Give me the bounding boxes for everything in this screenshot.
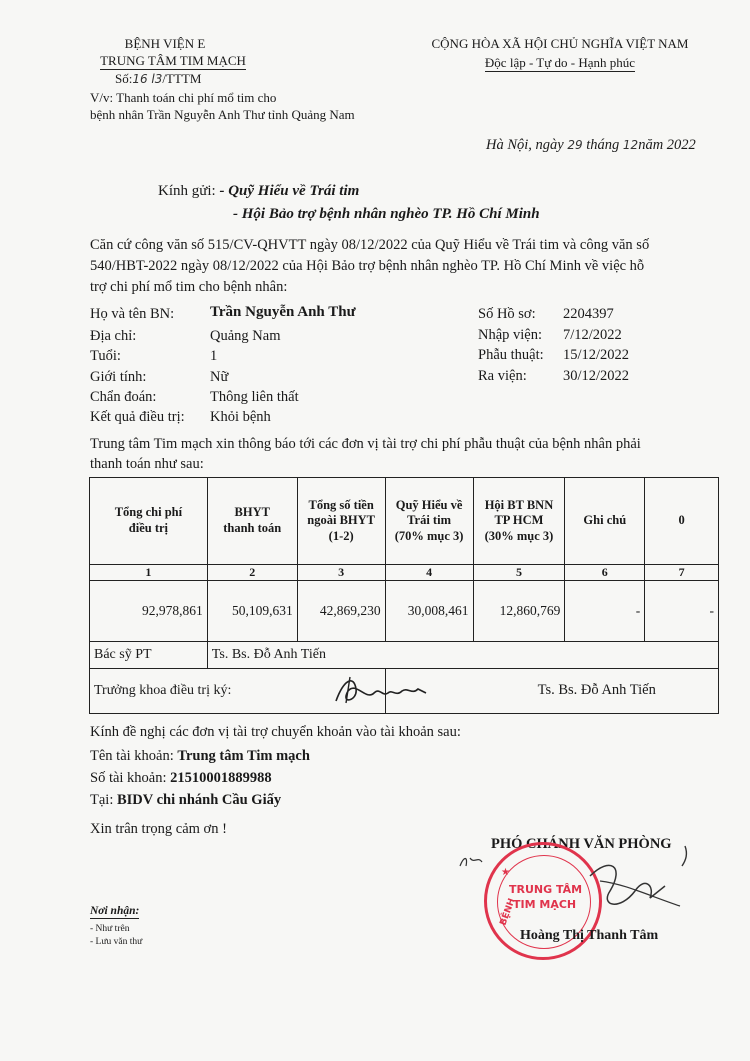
notes-value: - <box>565 581 645 642</box>
national-motto: Độc lập - Tự do - Hạnh phúc <box>484 55 636 70</box>
distribution-item: - Lưu văn thư <box>90 937 143 947</box>
insurance-value: 50,109,631 <box>207 581 297 642</box>
header-insurance: BHYT thanh toán <box>207 478 297 565</box>
subject-line-1: V/v: Thanh toán chi phí mổ tim cho <box>90 90 277 105</box>
association-value: 12,860,769 <box>473 581 565 642</box>
bank-line: Tại: BIDV chi nhánh Cầu Giấy <box>90 792 282 808</box>
payment-table <box>89 477 719 714</box>
account-number-line: Số tài khoản: 21510001889988 <box>90 770 272 786</box>
total-cost-value: 92,978,861 <box>90 581 208 642</box>
surgeon-name: Ts. Bs. Đỗ Anh Tiến <box>207 642 718 669</box>
table-value-row <box>90 581 719 642</box>
address-label: Địa chỉ: <box>90 328 137 344</box>
department-head-name: Ts. Bs. Đỗ Anh Tiến <box>537 682 656 698</box>
document-number: Số:16 l3/TTTM <box>115 71 202 86</box>
fund-value: 30,008,461 <box>385 581 473 642</box>
header-outside-insurance: Tổng số tiền ngoài BHYT (1-2) <box>297 478 385 565</box>
header-fund: Quỹ Hiểu về Trái tim (70% mục 3) <box>385 478 473 565</box>
admit-value: 7/12/2022 <box>563 327 622 343</box>
notice-line-1: Trung tâm Tim mạch xin thông báo tới các đơn vị tài trợ chi phí phẫu thuật của bệnh nhân phải <box>90 436 641 452</box>
discharge-value: 30/12/2022 <box>563 368 630 384</box>
discharge-label: Ra viện: <box>478 368 527 384</box>
department-head-row <box>90 669 719 714</box>
intro-line-1: Căn cứ công văn số 515/CV-QHVTT ngày 08/12/2022 của Quỹ Hiểu về Trái tim và công văn số <box>90 237 650 253</box>
intro-line-2: 540/HBT-2022 ngày 08/12/2022 của Hội Bảo trợ bệnh nhân nghèo TP. Hồ Chí Minh về việc hỗ <box>90 258 645 274</box>
department-head-label: Trưởng khoa điều trị ký: <box>90 669 386 714</box>
gender-label: Giới tính: <box>90 369 147 385</box>
admit-label: Nhập viện: <box>478 327 543 343</box>
signatory-name: Hoàng Thị Thanh Tâm <box>520 928 659 943</box>
recipients-line-1: Kính gửi: - Quỹ Hiểu về Trái tim <box>158 183 360 199</box>
notice-line-2: thanh toán như sau: <box>90 456 204 472</box>
subject-line-2: bệnh nhân Trần Nguyễn Anh Thư tỉnh Quảng Nam <box>90 107 355 122</box>
table-column-number-row: 1 2 3 4 5 6 7 <box>90 565 719 581</box>
header-total-cost: Tổng chi phí điều trị <box>90 478 208 565</box>
surgery-label: Phẫu thuật: <box>478 347 544 363</box>
outside-insurance-value: 42,869,230 <box>297 581 385 642</box>
bank-request: Kính đề nghị các đơn vị tài trợ chuyển khoản vào tài khoản sau: <box>90 724 461 740</box>
address-value: Quảng Nam <box>210 328 281 344</box>
result-value: Khỏi bệnh <box>210 409 271 425</box>
director-signature <box>450 836 690 936</box>
age-value: 1 <box>210 348 218 364</box>
patient-name: Trần Nguyễn Anh Thư <box>210 304 356 320</box>
department-head-signature <box>326 671 436 711</box>
intro-line-3: trợ chi phí mổ tim cho bệnh nhân: <box>90 279 288 295</box>
surgery-value: 15/12/2022 <box>563 347 630 363</box>
result-label: Kết quả điều trị: <box>90 409 185 425</box>
surgeon-label: Bác sỹ PT <box>90 642 208 669</box>
age-label: Tuổi: <box>90 348 121 364</box>
header-notes: Ghi chú <box>565 478 645 565</box>
record-label: Số Hồ sơ: <box>478 306 536 322</box>
header-extra: 0 <box>645 478 719 565</box>
gender-value: Nữ <box>210 369 229 385</box>
table-header-row <box>90 478 719 565</box>
extra-value: - <box>645 581 719 642</box>
diagnosis-label: Chẩn đoán: <box>90 389 157 405</box>
hospital-name: BỆNH VIỆN E <box>124 36 206 51</box>
surgeon-row <box>90 642 719 669</box>
official-stamp: TRUNG TÂM TIM MẠCH BỆNH ★ <box>484 842 602 960</box>
distribution-item: - Như trên <box>90 924 130 934</box>
diagnosis-value: Thông liên thất <box>210 389 299 405</box>
handwritten-number: 16 l3 <box>132 72 163 86</box>
center-name: TRUNG TÂM TIM MẠCH <box>100 53 246 68</box>
header-association: Hội BT BNN TP HCM (30% mục 3) <box>473 478 565 565</box>
record-value: 2204397 <box>563 306 614 322</box>
signatory-title: PHÓ CHÁNH VĂN PHÒNG <box>491 836 672 852</box>
department-head-cell <box>385 669 718 714</box>
document-date: Hà Nội, ngày 29 tháng 12năm 2022 <box>486 137 696 153</box>
distribution-title: Nơi nhận: <box>90 905 140 917</box>
recipients-line-2: - Hội Bảo trợ bệnh nhân nghèo TP. Hồ Chí Minh <box>233 206 540 222</box>
closing-text: Xin trân trọng cảm ơn ! <box>90 821 227 837</box>
republic-title: CỘNG HÒA XÃ HỘI CHỦ NGHĨA VIỆT NAM <box>431 36 689 51</box>
account-name-line: Tên tài khoản: Trung tâm Tim mạch <box>90 748 310 764</box>
patient-name-label: Họ và tên BN: <box>90 306 175 322</box>
